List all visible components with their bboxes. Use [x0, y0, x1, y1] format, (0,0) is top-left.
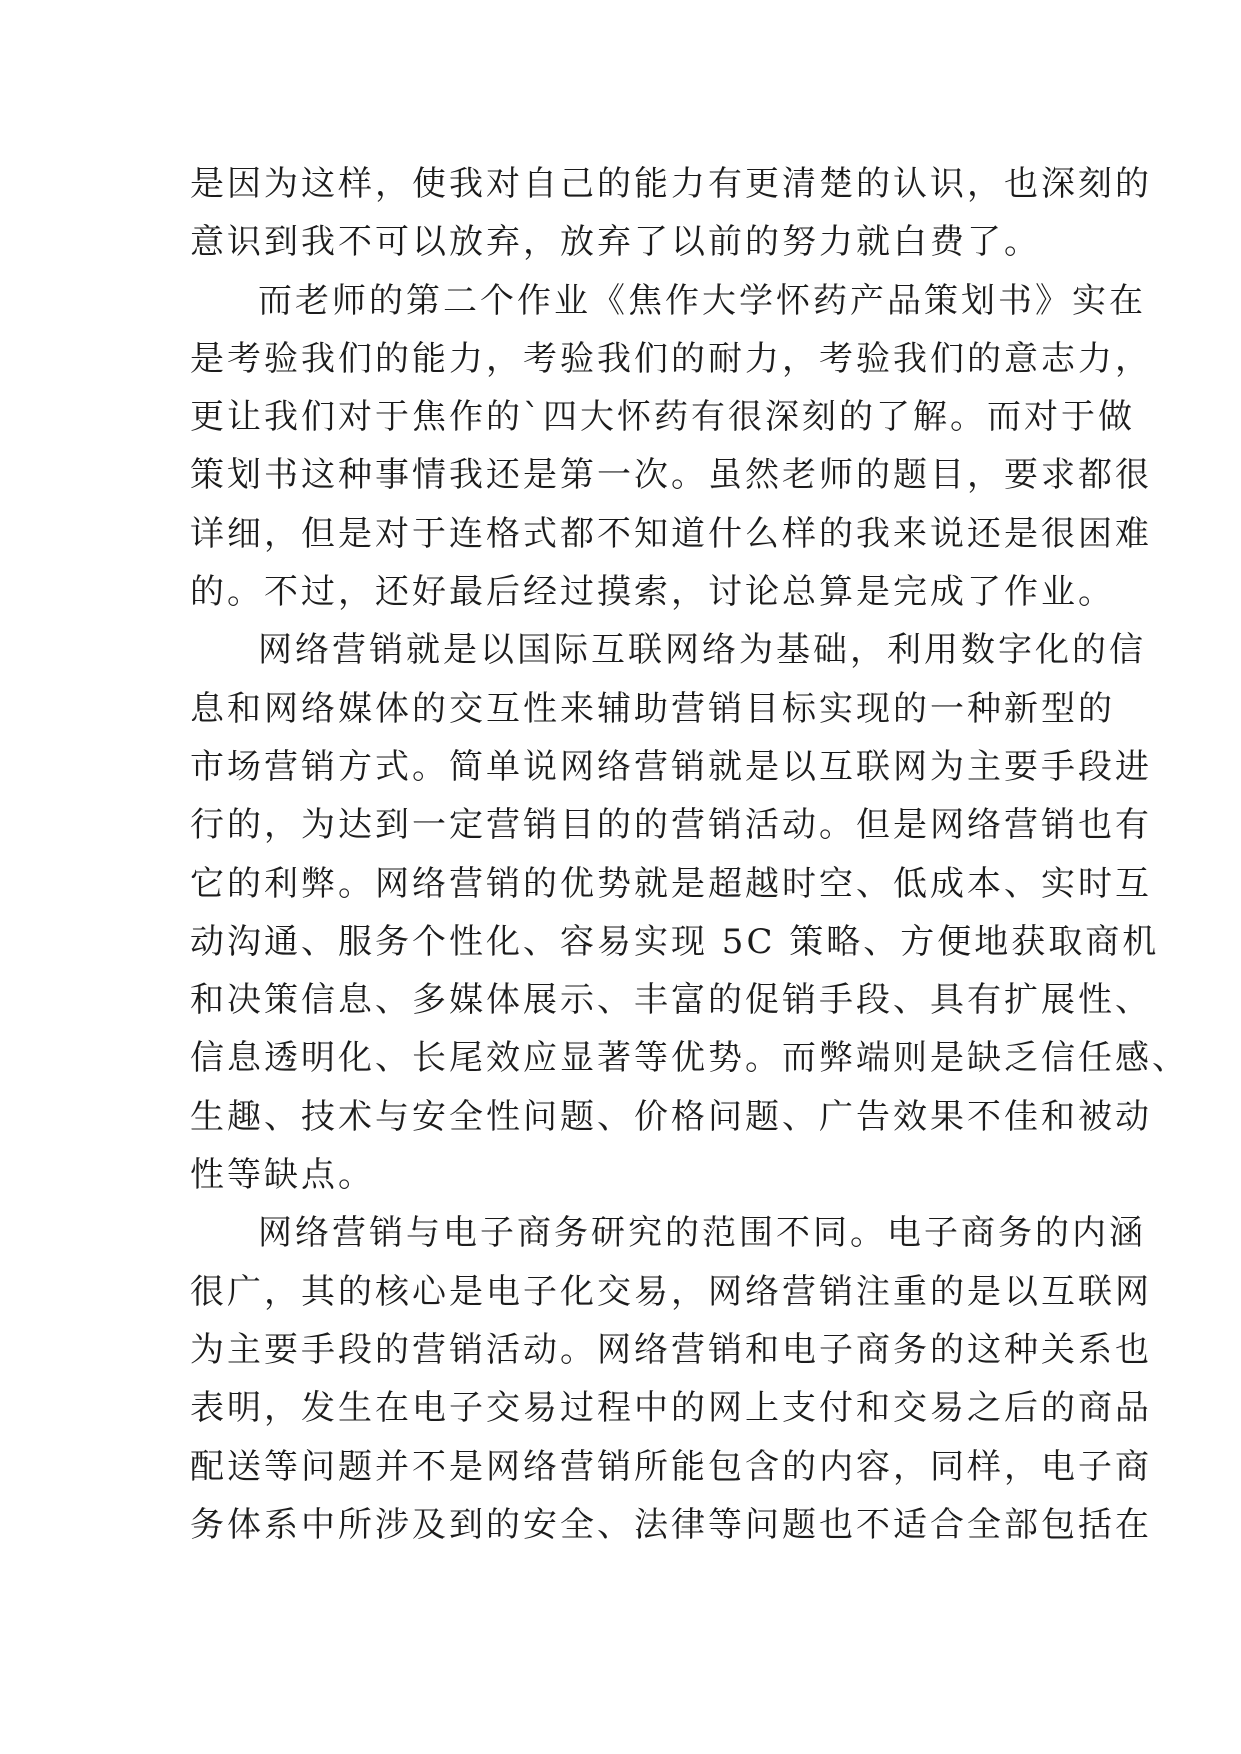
paragraph-start-line: 而老师的第二个作业《焦作大学怀药产品策划书》实在: [258, 280, 1146, 321]
text-line: 务体系中所涉及到的安全、法律等问题也不适合全部包括在: [190, 1504, 1152, 1545]
text-line: 表明，发生在电子交易过程中的网上支付和交易之后的商品: [190, 1388, 1152, 1429]
text-line: 策划书这种事情我还是第一次。虽然老师的题目，要求都很: [190, 455, 1152, 496]
text-line: 很广，其的核心是电子化交易，网络营销注重的是以互联网: [190, 1271, 1152, 1312]
text-line: 性等缺点。: [190, 1155, 375, 1196]
text-line: 信息透明化、长尾效应显著等优势。而弊端则是缺乏信任感、: [190, 1038, 1189, 1079]
paragraph-start-line: 网络营销就是以国际互联网络为基础，利用数字化的信: [258, 630, 1146, 671]
text-line: 为主要手段的营销活动。网络营销和电子商务的这种关系也: [190, 1329, 1152, 1370]
paragraph-start-line: 网络营销与电子商务研究的范围不同。电子商务的内涵: [258, 1213, 1146, 1254]
text-line: 配送等问题并不是网络营销所能包含的内容，同样，电子商: [190, 1446, 1152, 1487]
text-line: 的。不过，还好最后经过摸索，讨论总算是完成了作业。: [190, 572, 1115, 613]
text-line: 是因为这样，使我对自己的能力有更清楚的认识，也深刻的: [190, 164, 1152, 204]
text-line: 是考验我们的能力，考验我们的耐力，考验我们的意志力，: [190, 338, 1152, 379]
text-line: 意识到我不可以放弃，放弃了以前的努力就白费了。: [190, 222, 1041, 263]
text-line: 和决策信息、多媒体展示、丰富的促销手段、具有扩展性、: [190, 980, 1152, 1021]
text-line: 市场营销方式。简单说网络营销就是以互联网为主要手段进: [190, 746, 1152, 787]
text-line: 它的利弊。网络营销的优势就是超越时空、低成本、实时互: [190, 863, 1152, 904]
text-line: 行的，为达到一定营销目的的营销活动。但是网络营销也有: [190, 805, 1152, 846]
text-line: 动沟通、服务个性化、容易实现 5C 策略、方便地获取商机: [190, 921, 1160, 962]
text-line: 息和网络媒体的交互性来辅助营销目标实现的一种新型的: [190, 688, 1115, 729]
body-text: [190, 155, 1189, 1554]
text-line: 更让我们对于焦作的`四大怀药有很深刻的了解。而对于做: [190, 397, 1135, 438]
text-line: 生趣、技术与安全性问题、价格问题、广告效果不佳和被动: [190, 1096, 1152, 1137]
text-line: 详细，但是对于连格式都不知道什么样的我来说还是很困难: [190, 513, 1152, 554]
